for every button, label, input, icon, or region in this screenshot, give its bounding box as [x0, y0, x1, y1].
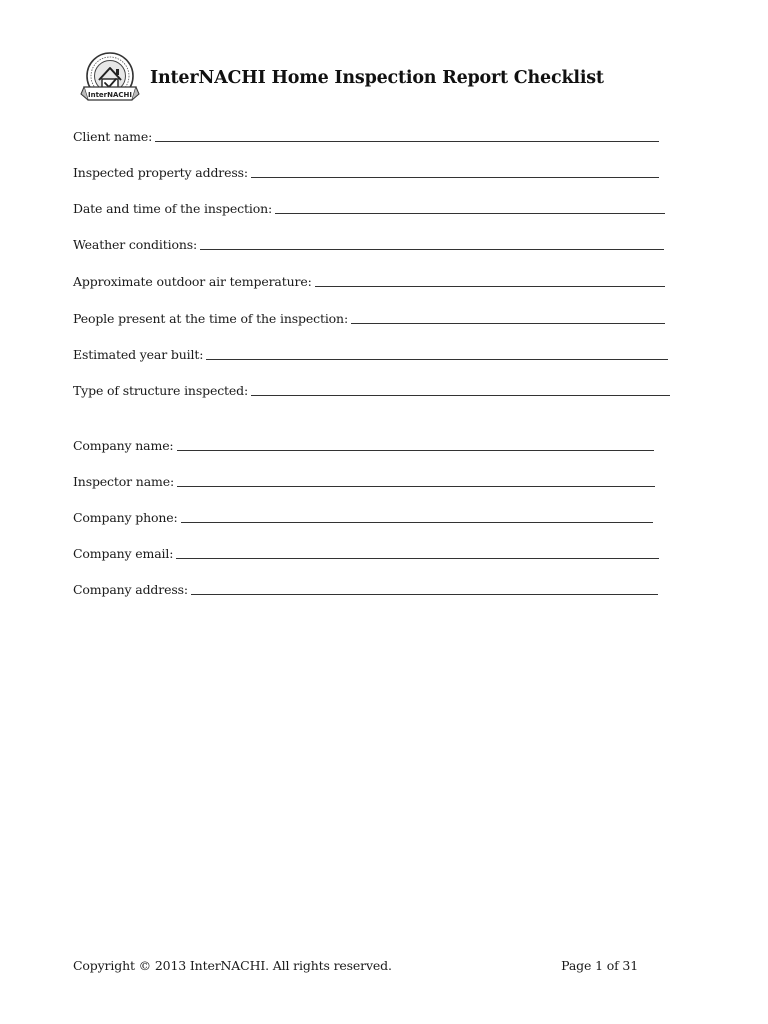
field-label: Company email:	[73, 546, 174, 561]
document-header	[80, 50, 604, 106]
outdoor-temperature-line[interactable]	[315, 285, 665, 287]
year-built-line[interactable]	[206, 358, 668, 360]
field-label: Company name:	[73, 438, 174, 453]
inspection-datetime-field[interactable]	[73, 197, 665, 217]
field-label: Company phone:	[73, 510, 178, 525]
company-email-line[interactable]	[176, 557, 659, 559]
company-address-field[interactable]	[73, 578, 658, 598]
field-label: Date and time of the inspection:	[73, 201, 273, 216]
page-of: of	[606, 958, 619, 973]
property-address-field[interactable]	[73, 161, 659, 181]
company-phone-line[interactable]	[181, 521, 653, 523]
people-present-field[interactable]	[73, 307, 665, 327]
company-email-field[interactable]	[73, 542, 659, 562]
company-address-line[interactable]	[191, 593, 658, 595]
page-total: 31	[622, 958, 638, 973]
field-label: Estimated year built:	[73, 347, 204, 362]
structure-type-line[interactable]	[251, 394, 670, 396]
company-name-field[interactable]	[73, 434, 654, 454]
page-title: InterNACHI Home Inspection Report Checklist	[150, 68, 604, 88]
field-label: Inspected property address:	[73, 165, 248, 180]
internachi-logo-icon	[80, 50, 140, 106]
page-label: Page	[561, 958, 592, 973]
field-label: Type of structure inspected:	[73, 383, 249, 398]
field-label: Weather conditions:	[73, 237, 198, 252]
field-label: People present at the time of the inspection:	[73, 311, 349, 326]
property-address-line[interactable]	[251, 176, 659, 178]
outdoor-temperature-field[interactable]	[73, 270, 665, 290]
inspection-datetime-line[interactable]	[275, 212, 665, 214]
field-label: Approximate outdoor air temperature:	[73, 274, 312, 289]
weather-conditions-field[interactable]	[73, 233, 664, 253]
field-label: Inspector name:	[73, 474, 175, 489]
inspector-name-line[interactable]	[177, 485, 655, 487]
company-phone-field[interactable]	[73, 506, 653, 526]
logo-wordmark: InterNACHI	[87, 91, 133, 99]
people-present-line[interactable]	[351, 322, 665, 324]
inspector-name-field[interactable]	[73, 470, 655, 490]
page-footer	[73, 958, 638, 973]
client-name-field[interactable]	[73, 125, 659, 145]
weather-conditions-line[interactable]	[200, 248, 664, 250]
copyright-notice: Copyright © 2013 InterNACHI. All rights reserved.	[73, 958, 392, 973]
field-label: Company address:	[73, 582, 188, 597]
structure-type-field[interactable]	[73, 379, 670, 399]
company-name-line[interactable]	[177, 449, 655, 451]
client-name-line[interactable]	[155, 140, 659, 142]
page-number	[561, 958, 638, 973]
year-built-field[interactable]	[73, 343, 668, 363]
field-label: Client name:	[73, 129, 153, 144]
page-current: 1	[595, 958, 603, 973]
